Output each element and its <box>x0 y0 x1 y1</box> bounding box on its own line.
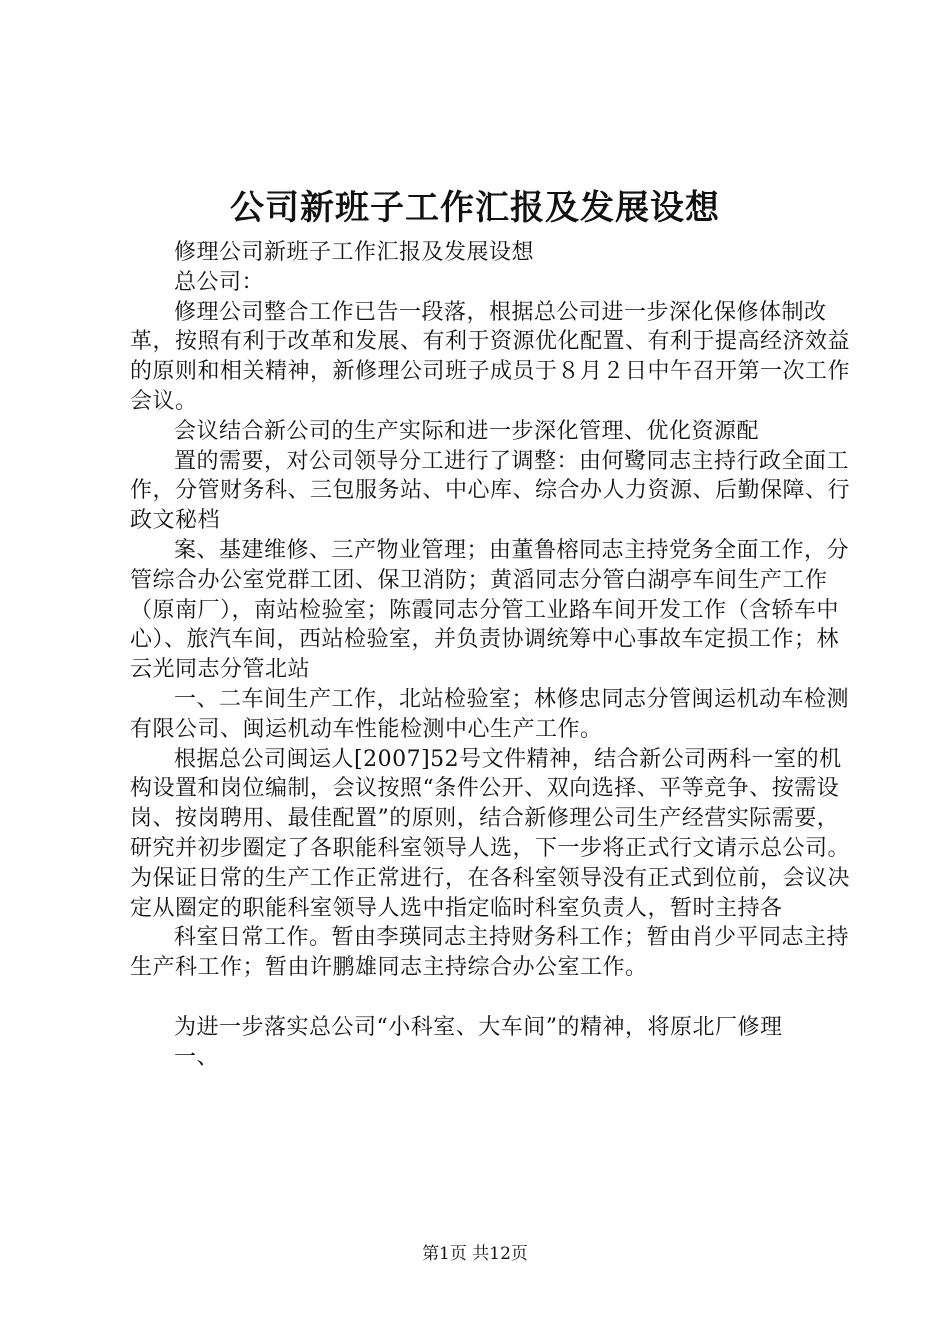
document-title: 公司新班子工作汇报及发展设想 <box>230 188 720 228</box>
paragraph: 置的需要，对公司领导分工进行了调整：由何鹭同志主持行政全面工作，分管财务科、三包服务站、中心库、综合办人力资源、后勤保障、行政文秘档 <box>130 448 851 534</box>
paragraph: 一、 <box>174 1044 220 1070</box>
document-body <box>130 238 850 1072</box>
paragraph: 科室日常工作。暂由李瑛同志主持财务科工作；暂由肖少平同志主持生产科工作；暂由许鹏雄同志主持综合办公室工作。 <box>130 925 850 981</box>
paragraph: 一、二车间生产工作，北站检验室；林修忠同志分管闽运机动车检测有限公司、闽运机动车性能检测中心生产工作。 <box>130 686 850 742</box>
paragraph: 会议结合新公司的生产实际和进一步深化管理、优化资源配 <box>174 418 760 444</box>
page-number-footer: 第1页 共12页 <box>422 1244 528 1264</box>
paragraph-subtitle: 修理公司新班子工作汇报及发展设想 <box>174 240 535 265</box>
paragraph: 修理公司整合工作已告一段落，根据总公司进一步深化保修体制改革，按照有利于改革和发展、有利于资源优化配置、有利于提高经济效益的原则和相关精神，新修理公司班子成员于８月２日中午召开第一次工作会议。 <box>130 299 851 414</box>
paragraph: 根据总公司闽运人[2007]52号文件精神，结合新公司两科一室的机构设置和岗位编制，会议按照“条件公开、双向选择、平等竞争、按需设岗、按岗聘用、最佳配置”的原则，结合新修理公司生产经营实际需要，研究并初步圈定了各职能科室领导人选，下一步将正式行文请示总公司。为保证日常的生产工作正常进行，在各科室领导没有正式到位前，会议决定从圈定的职能科室领导人选中指定临时科室负责人，暂时主持各 <box>130 746 851 921</box>
paragraph-salutation: 总公司： <box>174 269 265 295</box>
paragraph: 为进一步落实总公司“小科室、大车间”的精神，将原北厂修理 <box>174 1014 783 1040</box>
paragraph: 案、基建维修、三产物业管理；由董鲁榕同志主持党务全面工作，分管综合办公室党群工团、保卫消防；黄滔同志分管白湖亭车间生产工作（原南厂），南站检验室；陈霞同志分管工业路车间开发工作（含轿车中心）、旅汽车间，西站检验室，并负责协调统筹中心事故车定损工作；林云光同志分管北站 <box>130 537 850 683</box>
